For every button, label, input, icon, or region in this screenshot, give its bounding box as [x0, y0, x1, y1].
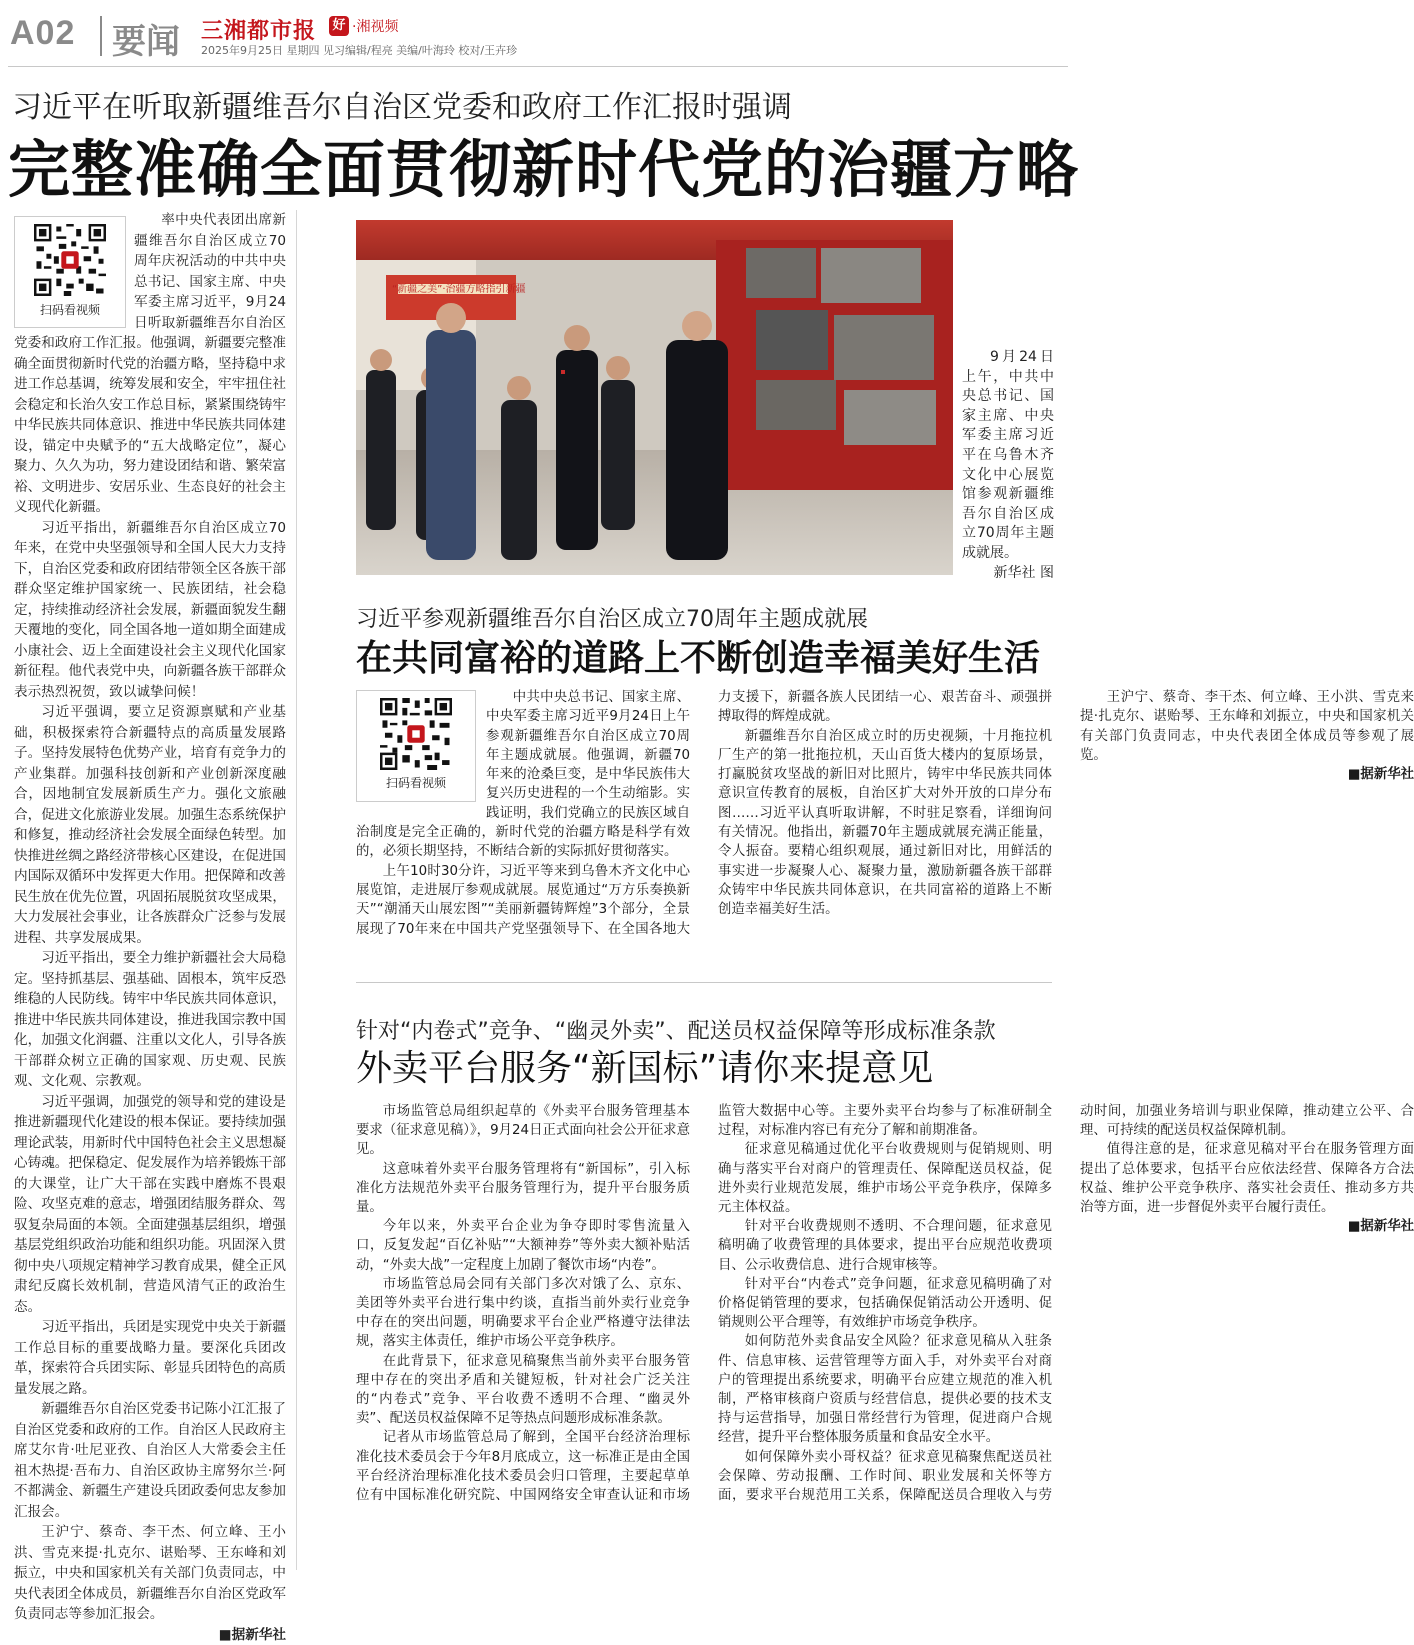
- article3-paragraph: 值得注意的是，征求意见稿对平台在服务管理方面提出了总体要求，包括平台应依法经营、保障各方合法权益、维护公平竞争秩序、落实社会责任、推动多方共治等方面，进一步督促外卖平台履行责任。: [1080, 1140, 1414, 1217]
- photo-sign-text: “新疆之美”·治疆方略指引新疆: [392, 282, 526, 295]
- column-divider: [296, 210, 297, 1570]
- article2-body: [356, 688, 1052, 958]
- lead-source: ■据新华社: [14, 1625, 286, 1645]
- photo-credit: 新华社 图: [962, 564, 1054, 584]
- qr-label: 扫码看视频: [386, 774, 446, 793]
- article3-paragraph: 市场监管总局会同有关部门多次对饿了么、京东、美团等外卖平台进行集中约谈，直指当前外卖行业竞争中存在的突出问题，明确要求平台企业严格遵守法律法规，落实主体责任，维护市场公平竞争秩序。: [356, 1275, 690, 1352]
- qr-label: 扫码看视频: [40, 300, 100, 321]
- article3-source: ■据新华社: [1080, 1217, 1414, 1236]
- masthead-divider: [100, 16, 102, 56]
- lead-paragraph: 习近平强调，要立足资源禀赋和产业基础，积极探索符合新疆特点的高质量发展路子。坚持发展特色优势产业，培育有竞争力的产业集群。加强科技创新和产业创新深度融合，因地制宜发展新质生产力。强化文旅融合，促进文化旅游业发展。加强生态系统保护和修复，推动经济社会发展全面绿色转型。加快推进丝绸之路经济带核心区建设，在促进国内国际双循环中发挥更大作用。把保障和改善民生放在优先位置，巩固拓展脱贫攻坚成果，大力发展社会事业，让各族群众广泛参与发展进程、共享发展成果。: [14, 702, 286, 948]
- article3-paragraph: 针对平台“内卷式”竞争问题，征求意见稿明确了对价格促销管理的要求，包括确保促销活动公开透明、促销规则公平合理等，有效维护市场竞争秩序。: [718, 1275, 1052, 1333]
- article3-paragraph: 在此背景下，征求意见稿聚焦当前外卖平台服务管理中存在的突出矛盾和关键短板，针对社会广泛关注的“内卷式”竞争、平台收费不透明不合理、“幽灵外卖”、配送员权益保障不足等热点问题形成标准条款。: [356, 1352, 690, 1429]
- article3-paragraph: 记者从市场监管总局了解到，全国平台经济治理标准化技术委员会于今年8月底成立，这一标准正是由全国平台经济治理标准化技术委员会归口管理，主要起草单位有中国标准化研究院、中国网络安全审查认证和市场监管大数据中心等。主要外卖平台均参与了标准研制全过程，对标准内容已有充分了解和前期准备。: [356, 1102, 1052, 1542]
- lead-paragraph: 习近平指出，要全力维护新疆社会大局稳定。坚持抓基层、强基础、固根本，筑牢反恐维稳的人民防线。铸牢中华民族共同体意识，推进中华民族共同体建设，推进我国宗教中国化，加强文化润疆、注重以文化人，引导各族干部群众树立正确的国家观、历史观、民族观、文化观、宗教观。: [14, 948, 286, 1092]
- article2-source: ■据新华社: [1080, 765, 1414, 784]
- article3-title: 外卖平台服务“新国标”请你来提意见: [356, 1040, 933, 1091]
- photo-caption-text: 9月24日上午，中共中央总书记、国家主席、中央军委主席习近平在乌鲁木齐文化中心展览馆参观新疆维吾尔自治区成立70周年主题成就展。: [962, 348, 1054, 564]
- article3-kicker: 针对“内卷式”竞争、“幽灵外卖”、配送员权益保障等形成标准条款: [356, 1014, 996, 1045]
- qr-code-icon: [380, 698, 452, 770]
- article3-paragraph: 这意味着外卖平台服务管理将有“新国标”，引入标准化方法规范外卖平台服务管理行为，提升平台服务质量。: [356, 1160, 690, 1218]
- article2-qr-code[interactable]: [356, 690, 476, 802]
- lead-paragraph: 王沪宁、蔡奇、李干杰、何立峰、王小洪、雪克来提·扎克尔、谌贻琴、王东峰和刘振立，中央和国家机关有关部门负责同志，中央代表团全体成员，新疆维吾尔自治区党政军负责同志等参加汇报会。: [14, 1522, 286, 1625]
- article3-paragraph: 如何防范外卖食品安全风险？征求意见稿从入驻条件、信息审核、运营管理等方面入手，对外卖平台对商户的管理提出系统要求，明确平台应建立规范的准入机制，严格审核商户资质与经营信息，提供必要的技术支持与运营指导，加强日常经营行为管理，促进商户合规经营，提升平台整体服务质量和食品安全水平。: [718, 1332, 1052, 1447]
- article3-paragraph: 征求意见稿通过优化平台收费规则与促销规则、明确与落实平台对商户的管理责任、保障配送员权益，促进外卖行业规范发展，维护市场公平竞争秩序，保障多元主体权益。: [718, 1140, 1052, 1217]
- photo-caption: [962, 348, 1054, 583]
- article2-paragraph: 中共中央总书记、国家主席、中央军委主席习近平9月24日上午参观新疆维吾尔自治区成立70周年主题成就展。他强调，新疆70年来的沧桑巨变，是中华民族伟大复兴历史进程的一个生动缩影。实践证明，我们党确立的民族区域自治制度是完全正确的，新时代党的治疆方略是科学有效的，必须长期坚持，不断结合新的实际抓好贯彻落实。: [356, 688, 690, 862]
- article2-title: 在共同富裕的道路上不断创造幸福美好生活: [356, 630, 1040, 681]
- lead-paragraph: 习近平强调，加强党的领导和党的建设是推进新疆现代化建设的根本保证。要持续加强理论武装，用新时代中国特色社会主义思想凝心铸魂。把保稳定、促发展作为培养锻炼干部的大课堂，让广大干部在实践中磨炼不畏艰险、攻坚克难的意志，增强团结服务群众、驾驭复杂局面的本领。全面建强基层组织，增强基层党组织政治功能和组织功能。巩固深入贯彻中央八项规定精神学习教育成果，健全正风肃纪反腐长效机制，营造风清气正的政治生态。: [14, 1092, 286, 1318]
- issue-meta: 2025年9月25日 星期四 见习编辑/程亮 美编/叶海玲 校对/王卉珍: [201, 42, 517, 58]
- section-name: 要闻: [112, 14, 180, 63]
- lead-paragraph: 习近平指出，兵团是实现党中央关于新疆工作总目标的重要战略力量。要深化兵团改革，探索符合兵团实际、彰显兵团特色的高质量发展之路。: [14, 1317, 286, 1399]
- article3-body: [356, 1102, 1052, 1542]
- article3-paragraph: 针对平台收费规则不透明、不合理问题，征求意见稿明确了收费管理的具体要求，提出平台应规范收费项目、公示收费信息、进行合规审核等。: [718, 1217, 1052, 1275]
- lead-article: [14, 210, 286, 1575]
- news-photo: [356, 220, 953, 575]
- masthead-rule: [8, 66, 1068, 67]
- lead-paragraph: 率中央代表团出席新疆维吾尔自治区成立70周年庆祝活动的中共中央总书记、国家主席、中央军委主席习近平，9月24日听取新疆维吾尔自治区党委和政府工作汇报。他强调，新疆要完整准确全面贯彻新时代党的治疆方略，坚持稳中求进工作总基调，统筹发展和安全，牢牢扭住社会稳定和长治久安工作总目标，紧紧围绕铸牢中华民族共同体意识、推进中华民族共同体建设，锚定中央赋予的“五大战略定位”，凝心聚力、久久为功，努力建设团结和谐、繁荣富裕、文明进步、安居乐业、生态良好的社会主义现代化新疆。: [14, 210, 286, 518]
- article3-paragraph: 如何保障外卖小哥权益？征求意见稿聚焦配送员社会保障、劳动报酬、工作时间、职业发展和关怀等方面，要求平台规范用工关系，保障配送员合理收入与劳动时间，加强业务培训与职业保障，推动建立公平、合理、可持续的配送员权益保障机制。: [718, 1102, 1414, 1542]
- article3-paragraph: 今年以来，外卖平台企业为争夺即时零售流量入口，反复发起“百亿补贴”“大额神券”等外卖大额补贴活动，“外卖大战”一定程度上加剧了餐饮市场“内卷”。: [356, 1217, 690, 1275]
- lead-paragraph: 习近平指出，新疆维吾尔自治区成立70年来，在党中央坚强领导和全国人民大力支持下，自治区党委和政府团结带领全区各族干部群众坚定维护国家统一、民族团结，社会稳定，持续推动经济社会发展，新疆面貌发生翻天覆地的变化，同全国各地一道如期全面建成小康社会、迈上全面建设社会主义现代化国家新征程。他代表党中央，向新疆各族干部群众表示热烈祝贺，致以诚挚问候！: [14, 518, 286, 703]
- article2-paragraph: 新疆维吾尔自治区成立时的历史视频，十月拖拉机厂生产的第一批拖拉机，天山百货大楼内的复原场景，打赢脱贫攻坚战的新旧对比照片，铸牢中华民族共同体意识宣传教育的展板，自治区扩大对外开放的口岸分布图……习近平认真听取讲解，不时驻足察看，详细询问有关情况。他指出，新疆70年主题成就展充满正能量，令人振奋。要精心组织观展，通过新旧对比，用鲜活的事实进一步凝聚人心、凝聚力量，激励新疆各族干部群众铸牢中华民族共同体意识，在共同富裕的道路上不断创造幸福美好生活。: [718, 727, 1052, 920]
- paper-name: 三湘都市报: [201, 14, 316, 45]
- article-divider: [356, 982, 1052, 983]
- lead-qr-code[interactable]: [14, 216, 126, 328]
- article2-paragraph: 王沪宁、蔡奇、李干杰、何立峰、王小洪、雪克来提·扎克尔、谌贻琴、王东峰和刘振立，中央和国家机关有关部门负责同志，中央代表团全体成员等参观了展览。: [1080, 688, 1414, 765]
- article2-kicker: 习近平参观新疆维吾尔自治区成立70周年主题成就展: [356, 602, 868, 633]
- video-logo-icon: 好: [329, 16, 349, 36]
- video-logo-text: ·湘视频: [352, 16, 398, 36]
- exhibition-photo-illustration: [356, 220, 953, 575]
- page-number: A02: [10, 14, 75, 53]
- article2-paragraph: 上午10时30分许，习近平等来到乌鲁木齐文化中心展览馆，走进展厅参观成就展。展览通过“万方乐奏换新天”“潮涌天山展宏图”“美丽新疆铸辉煌”3个部分，全景展现了70年来在中国共产党坚强领导下、在全国各地大力支援下，新疆各族人民团结一心、艰苦奋斗、顽强拼搏取得的辉煌成就。: [356, 688, 1052, 958]
- qr-code-icon: [34, 224, 106, 296]
- article3-paragraph: 市场监管总局组织起草的《外卖平台服务管理基本要求（征求意见稿）》，9月24日正式面向社会公开征求意见。: [356, 1102, 690, 1160]
- lead-paragraph: 新疆维吾尔自治区党委书记陈小江汇报了自治区党委和政府的工作。自治区人民政府主席艾尔肯·吐尼亚孜、自治区人大常委会主任祖木热提·吾布力、自治区政协主席努尔兰·阿不都满金、新疆生产建设兵团政委何忠友参加汇报会。: [14, 1399, 286, 1522]
- lead-kicker: 习近平在听取新疆维吾尔自治区党委和政府工作汇报时强调: [12, 82, 792, 126]
- lead-headline: 完整准确全面贯彻新时代党的治疆方略: [8, 120, 1079, 209]
